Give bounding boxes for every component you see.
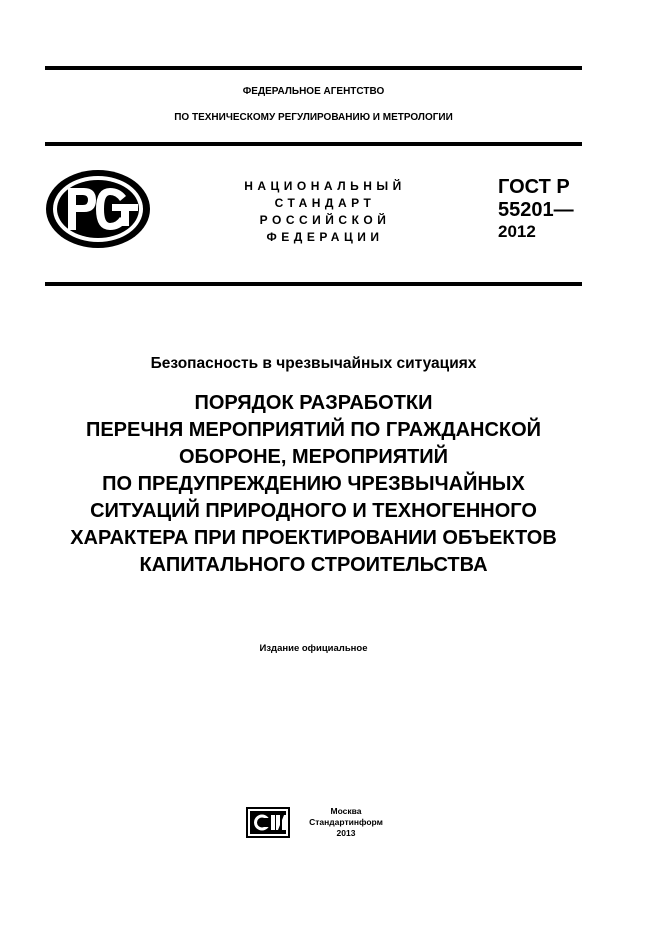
title-line: СИТУАЦИЙ ПРИРОДНОГО И ТЕХНОГЕННОГО [90,500,537,522]
gost-designation [498,176,574,242]
title-line: ОБОРОНЕ, МЕРОПРИЯТИЙ [178,446,449,468]
national-standard-line: РОССИЙСКОЙ [259,213,391,227]
gost-prefix: ГОСТ Р [498,176,570,198]
edition-label: Издание официальное [259,643,368,654]
top-rule [45,66,582,70]
national-standard-line: НАЦИОНАЛЬНЫЙ [244,179,406,193]
publisher-year: 2013 [336,828,356,838]
title-line: ПЕРЕЧНЯ МЕРОПРИЯТИЙ ПО ГРАЖДАНСКОЙ [85,419,542,441]
national-standard-label [230,178,420,246]
header-rule [45,142,582,146]
agency-line-2: ПО ТЕХНИЧЕСКОМУ РЕГУЛИРОВАНИЮ И МЕТРОЛОГИИ [174,112,453,123]
bottom-rule [45,282,582,286]
title-line: КАПИТАЛЬНОГО СТРОИТЕЛЬСТВА [139,554,488,576]
national-standard-line: СТАНДАРТ [274,196,376,210]
document-title [25,390,602,579]
gost-number: 55201— [498,199,574,221]
document-subtitle: Безопасность в чрезвычайных ситуациях [150,355,477,372]
standartinform-logo-icon [246,807,290,838]
publisher-name: Стандартинформ [309,817,383,827]
title-line: ПОРЯДОК РАЗРАБОТКИ [194,392,433,414]
agency-line-1: ФЕДЕРАЛЬНОЕ АГЕНТСТВО [242,86,385,97]
title-line: ПО ПРЕДУПРЕЖДЕНИЮ ЧРЕЗВЫЧАЙНЫХ [102,473,525,495]
national-standard-line: ФЕДЕРАЦИИ [266,230,384,244]
title-line: ХАРАКТЕРА ПРИ ПРОЕКТИРОВАНИИ ОБЪЕКТОВ [70,527,557,549]
publisher-city: Москва [330,806,362,816]
gost-year: 2012 [498,222,536,241]
rst-conformity-mark-icon [44,168,152,250]
publisher-block [296,806,396,839]
